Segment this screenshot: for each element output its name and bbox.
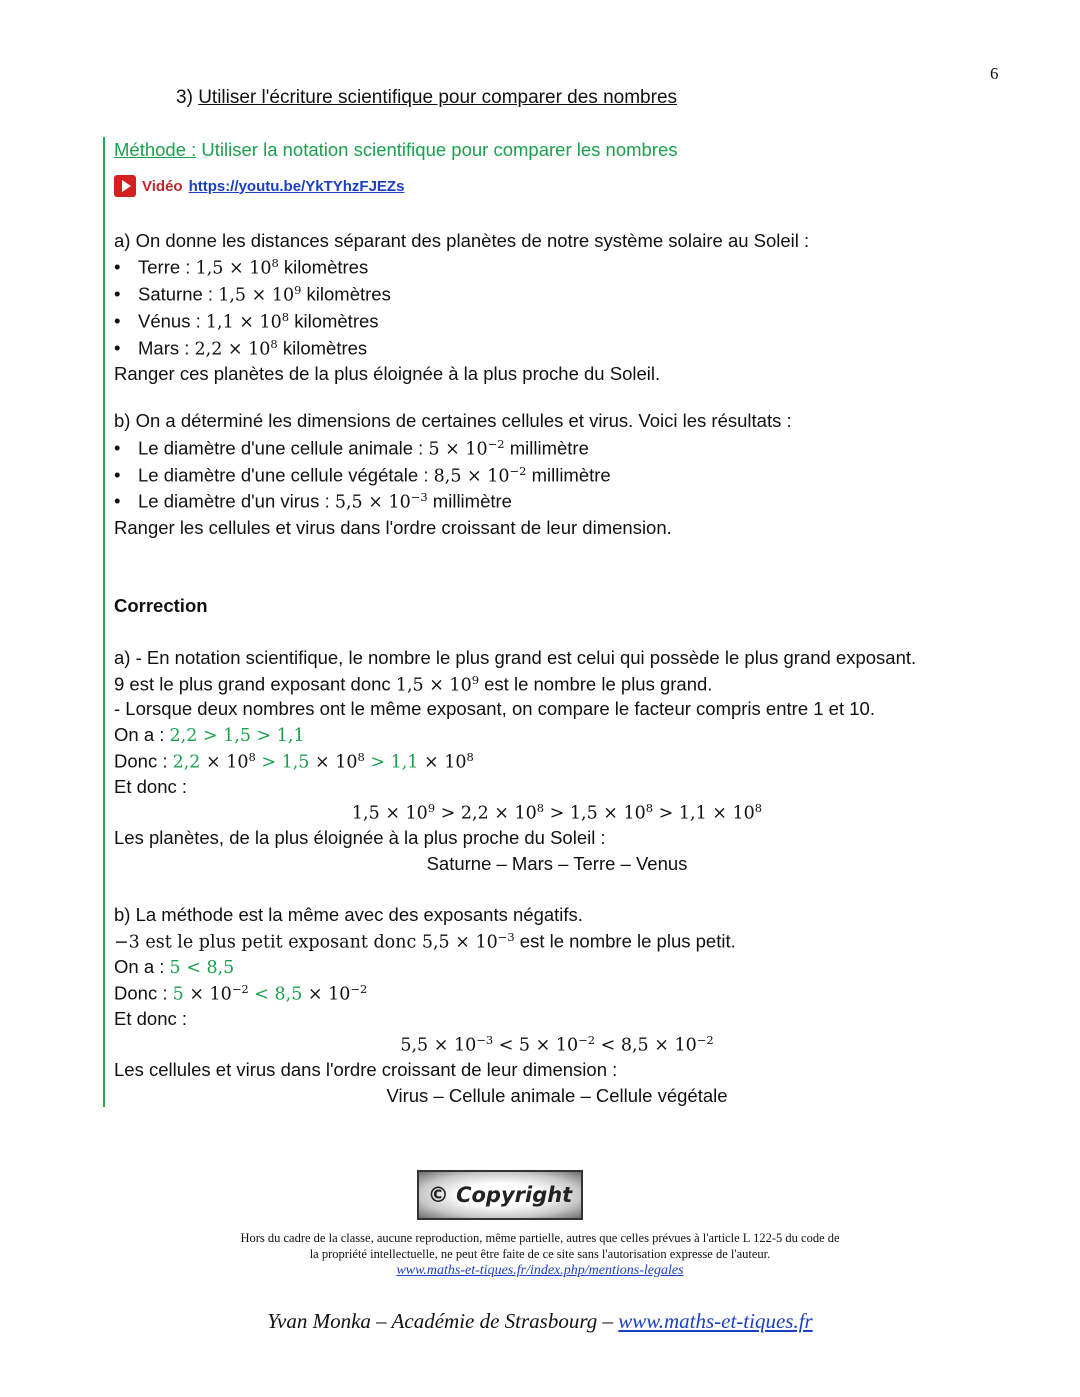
exercise-b-intro: b) On a déterminé les dimensions de certaines cellules et virus. Voici les résultats :	[114, 410, 792, 431]
correction-b-et-donc: Et donc :	[114, 1008, 188, 1029]
section-title-text: Utiliser l'écriture scientifique pour comparer des nombres	[198, 87, 678, 108]
correction-b-conclusion-intro: Les cellules et virus dans l'ordre croissant de leur dimension :	[114, 1059, 618, 1080]
footer-author: Yvan Monka – Académie de Strasbourg –	[267, 1309, 619, 1333]
method-sidebar-line	[103, 137, 105, 1107]
section-number: 3)	[176, 87, 199, 108]
correction-b-line-2: −3 est le plus petit exposant donc $5,5 \times 10^{-3}$ est le nombre le plus petit.	[114, 930, 736, 953]
list-item: • Saturne : $1,5 \times 10^9$ kilomètres	[114, 283, 391, 306]
correction-heading: Correction	[114, 595, 208, 616]
legal-line-2: la propriété intellectuelle, ne peut être faite de ce site sans l'autorisation expresse de l'auteur.	[309, 1247, 771, 1261]
copyright-badge: © Copyright	[417, 1170, 583, 1220]
exercise-a-intro: a) On donne les distances séparant des planètes de notre système solaire au Soleil :	[114, 230, 810, 251]
correction-b-conclusion: Virus – Cellule animale – Cellule végétale	[386, 1085, 728, 1106]
correction-b-result: $5,5 \times 10^{-3} < 5 \times 10^{-2} < 8,5 \times 10^{-2}$	[400, 1033, 714, 1056]
method-title: Utiliser la notation scientifique pour comparer les nombres	[196, 139, 678, 160]
footer-site-link[interactable]: www.maths-et-tiques.fr	[618, 1309, 813, 1333]
list-item: • Le diamètre d'un virus : $5,5 \times 10^{-3}$ millimètre	[114, 490, 512, 513]
legal-link[interactable]: www.maths-et-tiques.fr/index.php/mentions-legales	[396, 1263, 684, 1278]
video-row	[114, 175, 404, 197]
method-heading	[114, 139, 678, 161]
correction-a-conclusion-intro: Les planètes, de la plus éloignée à la plus proche du Soleil :	[114, 827, 606, 848]
video-link[interactable]: https://youtu.be/YkTYhzFJEZs	[188, 177, 405, 195]
correction-b-line-1: b) La méthode est la même avec des exposants négatifs.	[114, 904, 583, 925]
section-title	[176, 87, 677, 109]
correction-a-line-3: - Lorsque deux nombres ont le même exposant, on compare le facteur compris entre 1 et 10.	[114, 698, 875, 719]
list-item: • Terre : $1,5 \times 10^8$ kilomètres	[114, 256, 369, 279]
correction-a-donc: Donc : $2,2 \times 10^8 > 1,5 \times 10^8 > 1,1 \times 10^8$	[114, 750, 474, 773]
legal-line-1: Hors du cadre de la classe, aucune reproduction, même partielle, autres que celles prévues à l'article L 122-5 du code de	[240, 1231, 840, 1245]
exercise-a-question: Ranger ces planètes de la plus éloignée à la plus proche du Soleil.	[114, 363, 661, 384]
video-label: Vidéo	[142, 177, 183, 195]
exercise-b-question: Ranger les cellules et virus dans l'ordre croissant de leur dimension.	[114, 517, 672, 538]
list-item: • Vénus : $1,1 \times 10^8$ kilomètres	[114, 310, 379, 333]
legal-notice	[150, 1230, 930, 1279]
correction-a-conclusion: Saturne – Mars – Terre – Venus	[426, 853, 688, 874]
method-label: Méthode :	[114, 139, 197, 160]
correction-b-donc: Donc : $5 \times 10^{-2} < 8,5 \times 10^{-2}$	[114, 982, 368, 1005]
correction-a-line-2: 9 est le plus grand exposant donc $1,5 \times 10^9$ est le nombre le plus grand.	[114, 673, 713, 696]
correction-a-line-1: a) - En notation scientifique, le nombre le plus grand est celui qui possède le plus grand exposant.	[114, 647, 917, 668]
correction-a-result: $1,5 \times 10^9 > 2,2 \times 10^8 > 1,5 \times 10^8 > 1,1 \times 10^8$	[351, 801, 763, 824]
youtube-play-icon	[114, 175, 136, 197]
correction-b-on-a: On a : 5 < 8,5	[114, 956, 235, 978]
correction-a-on-a: On a : 2,2 > 1,5 > 1,1	[114, 724, 305, 746]
list-item: • Mars : $2,2 \times 10^8$ kilomètres	[114, 337, 368, 360]
list-item: • Le diamètre d'une cellule végétale : $8,5 \times 10^{-2}$ millimètre	[114, 464, 611, 487]
list-item: • Le diamètre d'une cellule animale : $5 \times 10^{-2}$ millimètre	[114, 437, 589, 460]
footer	[0, 1309, 1080, 1334]
correction-a-et-donc: Et donc :	[114, 776, 188, 797]
page-number: 6	[990, 64, 999, 83]
